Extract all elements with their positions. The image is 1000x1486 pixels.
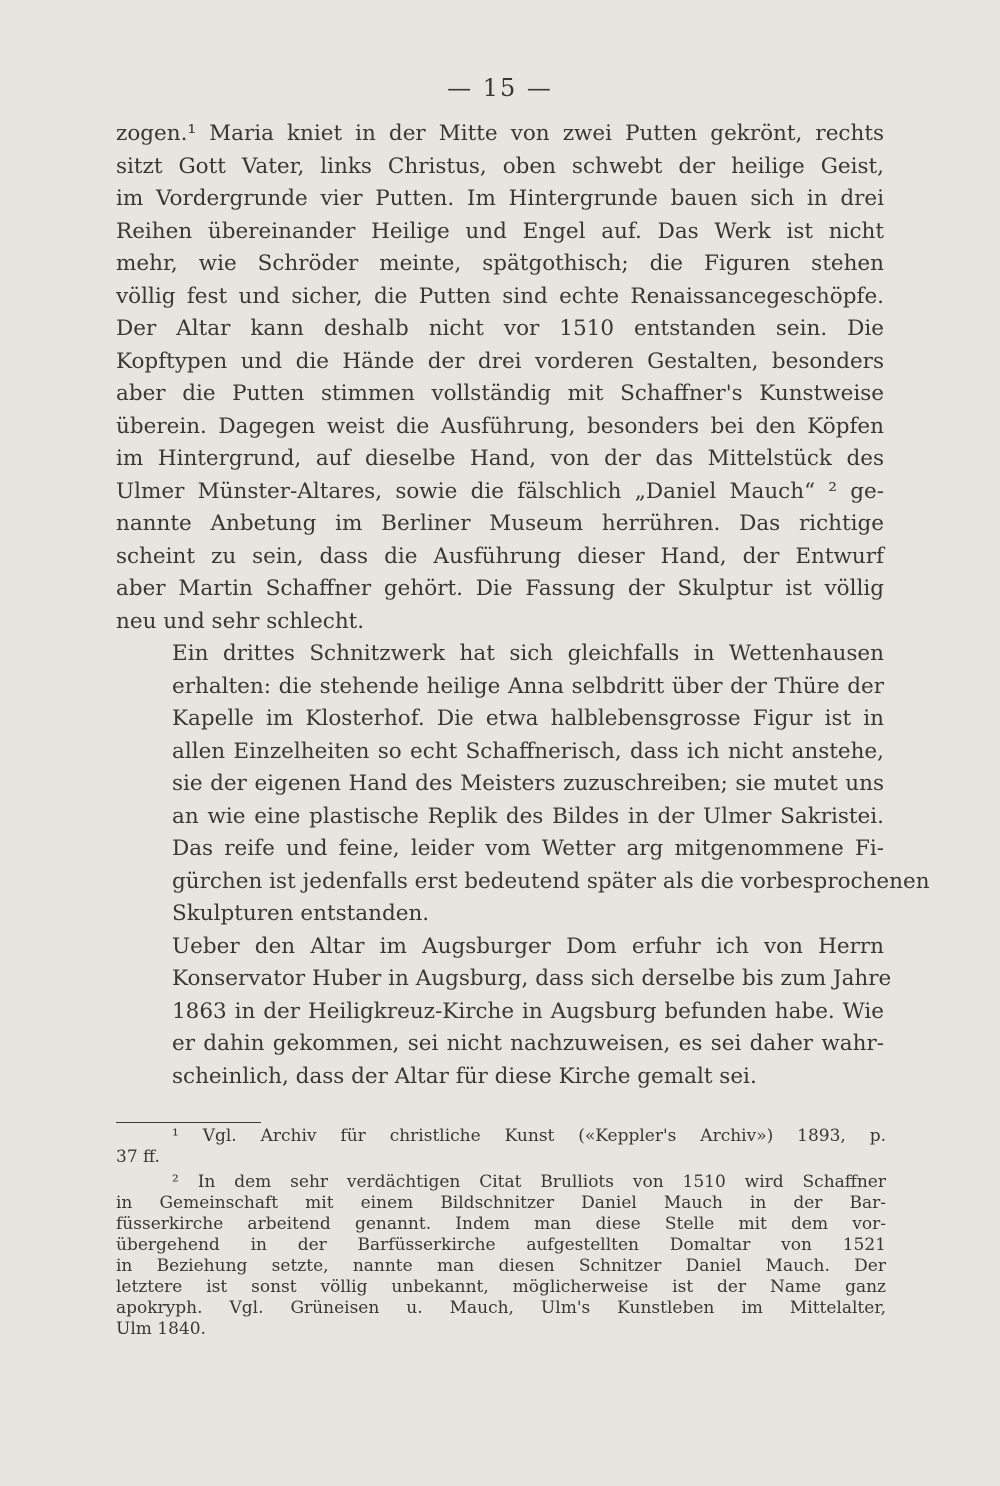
text-line: er dahin gekommen, sei nicht nachzuweisen, es sei daher wahr- xyxy=(172,1031,884,1056)
paragraph-1 xyxy=(116,118,884,638)
footnote-1 xyxy=(116,1126,886,1168)
text-line: Reihen übereinander Heilige und Engel auf. Das Werk ist nicht xyxy=(116,218,884,244)
text-line: Ueber den Altar im Augsburger Dom erfuhr ich von Herrn xyxy=(172,933,884,959)
text-line: völlig fest und sicher, die Putten sind echte Renaissancegeschöpfe. xyxy=(116,283,884,309)
footnote-line: ¹ Vgl. Archiv für christliche Kunst («Keppler's Archiv») 1893, p. xyxy=(172,1126,886,1146)
text-line: aber Martin Schaffner gehört. Die Fassung der Skulptur ist völlig xyxy=(116,576,884,601)
text-line: zogen.¹ Maria kniet in der Mitte von zwei Putten gekrönt, rechts xyxy=(116,121,884,146)
text-line: Kopftypen und die Hände der drei vorderen Gestalten, besonders xyxy=(116,348,884,374)
text-line: erhalten: die stehende heilige Anna selbdritt über der Thüre der xyxy=(172,673,884,699)
footnote-2 xyxy=(116,1172,886,1340)
text-line: Ein drittes Schnitzwerk hat sich gleichfalls in Wettenhausen xyxy=(172,641,884,666)
page-number: — 15 — xyxy=(447,74,553,102)
paragraph-2 xyxy=(116,638,930,931)
text-line: nannte Anbetung im Berliner Museum herrühren. Das richtige xyxy=(116,511,884,536)
text-line: aber die Putten stimmen vollständig mit Schaffner's Kunstweise xyxy=(116,381,884,406)
text-line: Ulmer Münster-Altares, sowie die fälschlich „Daniel Mauch“ ² ge- xyxy=(116,478,884,504)
text-line: neu und sehr schlecht. xyxy=(116,608,365,634)
text-line: an wie eine plastische Replik des Bildes in der Ulmer Sakristei. xyxy=(172,803,884,829)
footnote-line: Ulm 1840. xyxy=(116,1319,206,1339)
footnote-divider xyxy=(116,1122,261,1123)
text-line: sitzt Gott Vater, links Christus, oben schwebt der heilige Geist, xyxy=(116,153,884,179)
footnote-line: ² In dem sehr verdächtigen Citat Brulliots von 1510 wird Schaffner xyxy=(172,1172,886,1192)
text-line: Der Altar kann deshalb nicht vor 1510 entstanden sein. Die xyxy=(116,316,884,341)
footnote-line: apokryph. Vgl. Grüneisen u. Mauch, Ulm's Kunstleben im Mittelalter, xyxy=(116,1298,886,1318)
text-line: sie der eigenen Hand des Meisters zuzuschreiben; sie mutet uns xyxy=(172,771,884,796)
text-line: Konservator Huber in Augsburg, dass sich derselbe bis zum Jahre xyxy=(172,966,892,991)
footnote-line: übergehend in der Barfüsserkirche aufgestellten Domaltar von 1521 xyxy=(116,1235,886,1255)
text-line: mehr, wie Schröder meinte, spätgothisch; die Figuren stehen xyxy=(116,251,884,276)
text-line: im Hintergrund, auf dieselbe Hand, von der das Mittelstück des xyxy=(116,446,884,471)
paragraph-3 xyxy=(116,931,892,1094)
text-line: Das reife und feine, leider vom Wetter arg mitgenommene Fi- xyxy=(172,836,884,861)
text-line: scheinlich, dass der Altar für diese Kirche gemalt sei. xyxy=(172,1063,757,1089)
footnote-line: füsserkirche arbeitend genannt. Indem man diese Stelle mit dem vor- xyxy=(116,1214,886,1234)
footnote-line: in Beziehung setzte, nannte man diesen Schnitzer Daniel Mauch. Der xyxy=(116,1256,886,1276)
text-line: Kapelle im Klosterhof. Die etwa halblebensgrosse Figur ist in xyxy=(172,706,884,731)
footnote-line: in Gemeinschaft mit einem Bildschnitzer Daniel Mauch in der Bar- xyxy=(116,1193,886,1213)
text-line: überein. Dagegen weist die Ausführung, besonders bei den Köpfen xyxy=(116,413,884,439)
text-line: gürchen ist jedenfalls erst bedeutend später als die vorbesprochenen xyxy=(172,868,930,894)
footnote-line: 37 ff. xyxy=(116,1147,160,1167)
footnote-line: letztere ist sonst völlig unbekannt, möglicherweise ist der Name ganz xyxy=(116,1277,886,1297)
text-line: im Vordergrunde vier Putten. Im Hintergrunde bauen sich in drei xyxy=(116,186,884,211)
text-line: scheint zu sein, dass die Ausführung dieser Hand, der Entwurf xyxy=(116,543,884,569)
main-text xyxy=(116,118,930,1093)
text-line: allen Einzelheiten so echt Schaffnerisch, dass ich nicht anstehe, xyxy=(172,738,884,764)
text-line: Skulpturen entstanden. xyxy=(172,901,430,926)
text-line: 1863 in der Heiligkreuz-Kirche in Augsburg befunden habe. Wie xyxy=(172,998,884,1024)
footnotes xyxy=(116,1126,886,1340)
